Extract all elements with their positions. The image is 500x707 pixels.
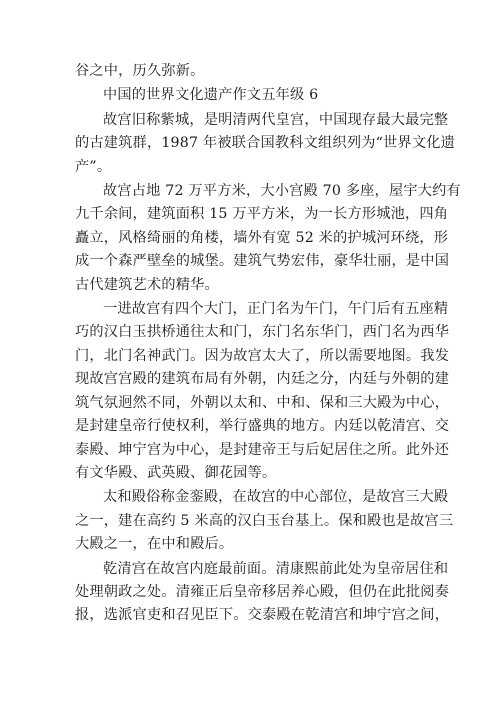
text-line: 大殿之一，在中和殿后。 — [75, 536, 234, 553]
text-line: 一进故宫有四个大门，正门名为午门，午门后有五座精 — [103, 301, 449, 318]
text-line: 处理朝政之处。清雍正后皇帝移居养心殿，但仍在此批阅奏 — [75, 583, 450, 600]
document-page — [75, 60, 461, 628]
section-heading: 中国的世界文化遗产作文五年级 6 — [103, 87, 319, 104]
text-line: 九千余间，建筑面积 15 万平方米，为一长方形城池，四角 — [75, 206, 449, 223]
text-line: 古代建筑艺术的精华。 — [75, 276, 219, 293]
text-line: 的古建筑群，1987 年被联合国教科文组织列为“世界文化遗 — [75, 135, 455, 152]
text-line: 矗立，风格绮丽的角楼，墙外有宽 52 米的护城河环绕，形 — [75, 229, 449, 246]
text-line: 泰殿、坤宁宫为中心，是封建帝王与后妃居住之所。此外还 — [75, 441, 450, 458]
text-line: 太和殿俗称金銮殿，在故宫的中心部位，是故宫三大殿 — [103, 489, 449, 506]
text-line: 产”。 — [75, 158, 112, 175]
text-line: 故宫占地 72 万平方米，大小宫殿 70 多座，屋宇大约有 — [103, 183, 461, 200]
text-line: 筑气氛迥然不同，外朝以太和、中和、保和三大殿为中心， — [75, 394, 450, 411]
text-line: 谷之中，历久弥新。 — [75, 63, 205, 79]
text-line: 乾清宫在故宫内庭最前面。清康熙前此处为皇帝居住和 — [103, 560, 449, 577]
text-line: 成一个森严壁垒的城堡。建筑气势宏伟，豪华壮丽，是中国 — [75, 253, 450, 270]
text-line: 门，北门名神武门。因为故宫太大了，所以需要地图。我发 — [75, 347, 450, 364]
text-line: 是封建皇帝行使权利，举行盛典的地方。内廷以乾清宫、交 — [75, 418, 450, 435]
text-line: 巧的汉白玉拱桥通往太和门，东门名东华门，西门名为西华 — [75, 324, 450, 341]
text-line: 之一，建在高约 5 米高的汉白玉台基上。保和殿也是故宫三 — [75, 512, 454, 529]
text-line: 报，选派官吏和召见臣下。交泰殿在乾清宫和坤宁宫之间， — [75, 607, 450, 624]
text-line: 现故宫宫殿的建筑布局有外朝，内廷之分，内廷与外朝的建 — [75, 371, 450, 388]
text-line: 有文华殿、武英殿、御花园等。 — [75, 464, 277, 481]
text-line: 故宫旧称紫城，是明清两代皇宫，中国现存最大最完整 — [103, 111, 449, 128]
